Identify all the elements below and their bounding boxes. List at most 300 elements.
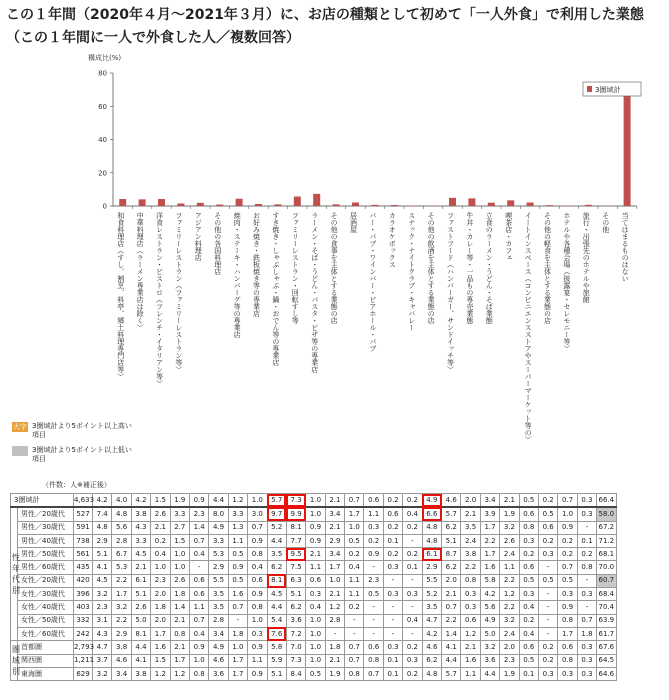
value-cell: 0.5 bbox=[538, 507, 557, 521]
value-cell: 1.9 bbox=[500, 507, 519, 521]
value-cell: 1.0 bbox=[248, 494, 267, 508]
value-cell: 0.8 bbox=[577, 561, 596, 574]
bar bbox=[585, 205, 592, 206]
value-cell: 2.3 bbox=[93, 601, 112, 614]
group-label: 性年代別 bbox=[11, 507, 18, 640]
row-label: 関西圏 bbox=[18, 654, 74, 667]
value-cell: 4.1 bbox=[93, 561, 112, 574]
category-label: ファストフード（ハンバーガー、サンドイッチ等） bbox=[446, 212, 455, 373]
count-cell: 332 bbox=[74, 614, 93, 627]
value-cell: 0.3 bbox=[577, 588, 596, 601]
value-cell: 5.8 bbox=[480, 574, 499, 587]
value-cell: 0.5 bbox=[364, 588, 383, 601]
value-cell: 2.0 bbox=[442, 574, 461, 587]
bar bbox=[488, 203, 495, 206]
value-cell: 1.0 bbox=[306, 507, 325, 521]
value-cell: 4.8 bbox=[93, 521, 112, 534]
value-cell: 2.2 bbox=[480, 534, 499, 547]
value-cell: 0.5 bbox=[345, 534, 364, 547]
bar bbox=[468, 198, 475, 206]
value-cell: - bbox=[383, 627, 402, 640]
value-cell: 0.4 bbox=[403, 507, 422, 521]
value-cell: 5.1 bbox=[442, 534, 461, 547]
bar bbox=[177, 204, 184, 206]
value-cell: 1.0 bbox=[558, 507, 577, 521]
value-cell: 0.4 bbox=[189, 627, 208, 640]
table-row bbox=[11, 561, 617, 574]
value-cell: 60.7 bbox=[597, 574, 616, 587]
value-cell: 4.8 bbox=[112, 507, 131, 521]
value-cell: - bbox=[403, 627, 422, 640]
value-cell: 0.7 bbox=[189, 614, 208, 627]
value-cell: 0.2 bbox=[364, 534, 383, 547]
value-cell: 6.2 bbox=[422, 654, 441, 667]
value-cell: 3.4 bbox=[112, 667, 131, 680]
value-cell: 1.9 bbox=[170, 494, 189, 508]
value-cell: 4.4 bbox=[267, 534, 286, 547]
value-cell: 0.2 bbox=[403, 494, 422, 508]
value-cell: 5.6 bbox=[112, 521, 131, 534]
value-cell: 0.8 bbox=[170, 627, 189, 640]
value-cell: 4.5 bbox=[267, 588, 286, 601]
value-cell: 4.8 bbox=[422, 534, 441, 547]
category-label: 洋食レストラン・ビストロ（フレンチ・イタリアン等） bbox=[155, 212, 164, 387]
table-row bbox=[11, 574, 617, 587]
row-label: 女性／60歳代 bbox=[18, 627, 74, 640]
y-tick-label: 20 bbox=[98, 169, 107, 178]
category-label: カラオケボックス bbox=[388, 212, 397, 268]
value-cell: 2.9 bbox=[325, 534, 344, 547]
value-cell: 0.9 bbox=[364, 548, 383, 561]
count-cell: 420 bbox=[74, 574, 93, 587]
row-label: 東海圏 bbox=[18, 667, 74, 680]
value-cell: 0.9 bbox=[228, 561, 247, 574]
value-cell: 2.2 bbox=[442, 614, 461, 627]
value-cell: 1.0 bbox=[306, 494, 325, 508]
value-cell: 3.5 bbox=[461, 521, 480, 534]
value-cell: 0.7 bbox=[345, 641, 364, 654]
value-cell: 5.1 bbox=[93, 548, 112, 561]
value-cell: 0.2 bbox=[558, 534, 577, 547]
category-label: すき焼き・しゃぶしゃぶ・鍋・おでん等の専業店 bbox=[271, 212, 280, 366]
value-cell: 70.4 bbox=[597, 601, 616, 614]
value-cell: 1.6 bbox=[228, 588, 247, 601]
value-cell: 0.7 bbox=[345, 654, 364, 667]
value-cell: 0.3 bbox=[403, 588, 422, 601]
value-cell: 0.9 bbox=[558, 521, 577, 534]
value-cell: - bbox=[538, 601, 557, 614]
category-label: 居酒屋 bbox=[349, 212, 358, 233]
value-cell: 2.3 bbox=[151, 574, 170, 587]
value-cell: - bbox=[364, 561, 383, 574]
value-cell: 0.4 bbox=[345, 561, 364, 574]
value-cell: 5.1 bbox=[267, 667, 286, 680]
bar bbox=[197, 203, 204, 206]
value-cell: 61.7 bbox=[597, 627, 616, 640]
table-row bbox=[11, 641, 617, 654]
value-cell: 1.4 bbox=[170, 601, 189, 614]
value-cell: 0.9 bbox=[306, 534, 325, 547]
value-cell: 2.1 bbox=[151, 521, 170, 534]
value-cell: 0.4 bbox=[151, 548, 170, 561]
value-cell: 4.4 bbox=[480, 667, 499, 680]
value-cell: - bbox=[345, 614, 364, 627]
value-cell: 64.5 bbox=[597, 654, 616, 667]
value-cell: 2.8 bbox=[112, 534, 131, 547]
table-row bbox=[11, 507, 617, 521]
value-cell: 0.3 bbox=[461, 601, 480, 614]
value-cell: 1.7 bbox=[325, 561, 344, 574]
row-label: 女性／20歳代 bbox=[18, 574, 74, 587]
value-cell: 0.2 bbox=[383, 521, 402, 534]
value-cell: - bbox=[538, 588, 557, 601]
value-cell: - bbox=[364, 614, 383, 627]
value-cell: 2.3 bbox=[364, 574, 383, 587]
value-cell: 1.0 bbox=[170, 548, 189, 561]
value-cell: 0.2 bbox=[403, 641, 422, 654]
bar bbox=[255, 204, 262, 206]
value-cell: 0.4 bbox=[519, 601, 538, 614]
value-cell: 0.6 bbox=[364, 641, 383, 654]
value-cell: 6.1 bbox=[131, 574, 150, 587]
value-cell: 3.2 bbox=[93, 667, 112, 680]
value-cell: 4.9 bbox=[422, 494, 441, 508]
value-cell: 2.8 bbox=[209, 614, 228, 627]
category-label: 中華料理店（ラーメン専業店は除く） bbox=[136, 212, 145, 331]
value-cell: 3.6 bbox=[209, 667, 228, 680]
value-cell: 0.3 bbox=[577, 667, 596, 680]
value-cell: - bbox=[577, 521, 596, 534]
value-cell: 0.6 bbox=[538, 521, 557, 534]
value-cell: 1.1 bbox=[189, 601, 208, 614]
value-cell: 0.3 bbox=[364, 521, 383, 534]
value-cell: 3.8 bbox=[461, 548, 480, 561]
row-label: 3圏域計 bbox=[11, 494, 74, 508]
category-labels bbox=[116, 206, 637, 443]
value-cell: 2.2 bbox=[112, 574, 131, 587]
category-label: 喫茶店・カフェ bbox=[504, 212, 513, 261]
category-label: その他の軽食を主体とする業態の店 bbox=[543, 212, 552, 324]
value-cell: 4.1 bbox=[442, 641, 461, 654]
value-cell: 1.0 bbox=[306, 654, 325, 667]
value-cell: 1.0 bbox=[189, 654, 208, 667]
value-cell: 3.5 bbox=[422, 601, 441, 614]
value-cell: 4.5 bbox=[93, 574, 112, 587]
value-cell: 0.2 bbox=[538, 654, 557, 667]
value-cell: 8.1 bbox=[267, 574, 286, 587]
bar bbox=[313, 194, 320, 206]
value-cell: 0.8 bbox=[558, 654, 577, 667]
value-cell: - bbox=[577, 601, 596, 614]
bar bbox=[294, 197, 301, 206]
value-cell: 0.6 bbox=[364, 494, 383, 508]
value-cell: 0.5 bbox=[519, 494, 538, 508]
value-cell: 2.0 bbox=[151, 614, 170, 627]
value-cell: 6.6 bbox=[422, 507, 441, 521]
value-cell: 3.3 bbox=[209, 534, 228, 547]
value-cell: 0.6 bbox=[558, 641, 577, 654]
value-cell: 3.1 bbox=[93, 614, 112, 627]
value-cell: 7.6 bbox=[267, 627, 286, 640]
value-cell: 1.9 bbox=[325, 667, 344, 680]
value-cell: 1.7 bbox=[151, 627, 170, 640]
value-cell: - bbox=[383, 614, 402, 627]
value-cell: 3.4 bbox=[209, 627, 228, 640]
value-cell: 8.7 bbox=[442, 548, 461, 561]
value-cell: 0.3 bbox=[248, 627, 267, 640]
value-cell: 8.1 bbox=[286, 521, 305, 534]
value-cell: 0.7 bbox=[248, 521, 267, 534]
value-cell: 4.5 bbox=[131, 548, 150, 561]
value-cell: 0.6 bbox=[519, 641, 538, 654]
bar bbox=[449, 198, 456, 206]
value-cell: 0.6 bbox=[461, 614, 480, 627]
value-cell: 2.1 bbox=[306, 548, 325, 561]
value-cell: 0.6 bbox=[306, 574, 325, 587]
value-cell: 0.2 bbox=[538, 494, 557, 508]
value-cell: - bbox=[345, 627, 364, 640]
value-cell: 2.9 bbox=[209, 561, 228, 574]
value-cell: 4.3 bbox=[93, 627, 112, 640]
value-cell: 1.1 bbox=[248, 654, 267, 667]
value-cell: 5.9 bbox=[267, 654, 286, 667]
value-cell: 1.2 bbox=[325, 601, 344, 614]
value-cell: 0.9 bbox=[248, 588, 267, 601]
value-cell: 0.7 bbox=[558, 494, 577, 508]
value-cell: 2.1 bbox=[325, 494, 344, 508]
lower-badge bbox=[12, 446, 28, 456]
value-cell: 0.9 bbox=[189, 494, 208, 508]
value-cell: 3.4 bbox=[325, 507, 344, 521]
row-label: 男性／20歳代 bbox=[18, 507, 74, 521]
value-cell: 1.8 bbox=[325, 641, 344, 654]
value-cell: 0.9 bbox=[558, 601, 577, 614]
value-cell: 4.3 bbox=[131, 521, 150, 534]
value-cell: 3.6 bbox=[286, 614, 305, 627]
count-cell: 561 bbox=[74, 548, 93, 561]
value-cell: 0.2 bbox=[403, 521, 422, 534]
bar bbox=[604, 206, 611, 207]
value-cell: 0.4 bbox=[189, 548, 208, 561]
value-cell: 7.7 bbox=[286, 534, 305, 547]
value-cell: 0.3 bbox=[577, 641, 596, 654]
value-cell: 0.6 bbox=[248, 574, 267, 587]
bar bbox=[624, 96, 631, 206]
value-cell: 2.7 bbox=[170, 521, 189, 534]
value-cell: 1.3 bbox=[228, 521, 247, 534]
value-cell: - bbox=[538, 614, 557, 627]
table-row bbox=[11, 627, 617, 640]
row-label: 男性／60歳代 bbox=[18, 561, 74, 574]
bar bbox=[410, 206, 417, 207]
value-cell: 0.8 bbox=[248, 601, 267, 614]
value-cell: 0.2 bbox=[519, 614, 538, 627]
value-cell: 4.7 bbox=[422, 614, 441, 627]
value-cell: 9.5 bbox=[286, 548, 305, 561]
value-cell: 0.3 bbox=[461, 588, 480, 601]
value-cell: 0.6 bbox=[189, 588, 208, 601]
value-cell: 58.0 bbox=[597, 507, 616, 521]
value-cell: 0.2 bbox=[383, 548, 402, 561]
value-cell: 5.7 bbox=[267, 494, 286, 508]
value-cell: 3.8 bbox=[131, 507, 150, 521]
value-cell: 8.0 bbox=[209, 507, 228, 521]
value-cell: 0.9 bbox=[248, 667, 267, 680]
value-cell: 1.5 bbox=[151, 654, 170, 667]
value-cell: 0.4 bbox=[248, 561, 267, 574]
category-label: ファミリーレストラン・回転すし等 bbox=[291, 212, 300, 324]
value-cell: 8.4 bbox=[286, 667, 305, 680]
value-cell: 1.4 bbox=[442, 627, 461, 640]
category-label: ラーメン・そば・うどん・パスタ・ピザ等の専業店 bbox=[310, 212, 319, 373]
bar-series bbox=[119, 96, 630, 207]
value-cell: 9.7 bbox=[267, 507, 286, 521]
value-cell: 0.1 bbox=[383, 534, 402, 547]
value-cell: - bbox=[383, 574, 402, 587]
value-cell: 0.1 bbox=[383, 667, 402, 680]
table-row bbox=[11, 548, 617, 561]
value-cell: 5.0 bbox=[131, 614, 150, 627]
value-cell: 0.9 bbox=[248, 534, 267, 547]
value-cell: 6.2 bbox=[442, 521, 461, 534]
value-cell: 0.4 bbox=[519, 627, 538, 640]
value-cell: 4.9 bbox=[480, 614, 499, 627]
value-cell: - bbox=[364, 601, 383, 614]
value-cell: 5.7 bbox=[442, 667, 461, 680]
value-cell: 1.1 bbox=[345, 574, 364, 587]
category-label: 牛丼・カレー等・一品もの専売業態 bbox=[465, 212, 474, 324]
value-cell: 3.5 bbox=[209, 588, 228, 601]
value-cell: 0.3 bbox=[403, 654, 422, 667]
bar bbox=[507, 200, 514, 206]
value-cell: 4.6 bbox=[209, 654, 228, 667]
value-cell: 3.7 bbox=[93, 654, 112, 667]
value-cell: 0.2 bbox=[538, 534, 557, 547]
value-cell: 0.5 bbox=[306, 667, 325, 680]
value-cell: 3.5 bbox=[209, 601, 228, 614]
value-cell: - bbox=[403, 534, 422, 547]
value-cell: 4.4 bbox=[267, 601, 286, 614]
category-label: お好み焼き・鉄板焼き等の専業店 bbox=[252, 212, 261, 317]
value-cell: 7.3 bbox=[286, 494, 305, 508]
value-cell: - bbox=[383, 601, 402, 614]
value-cell: - bbox=[538, 561, 557, 574]
count-cell: 242 bbox=[74, 627, 93, 640]
value-cell: 2.1 bbox=[325, 588, 344, 601]
value-cell: 2.0 bbox=[461, 494, 480, 508]
bar bbox=[333, 204, 340, 206]
value-cell: 0.5 bbox=[558, 574, 577, 587]
value-cell: 4.2 bbox=[93, 494, 112, 508]
row-label: 首都圏 bbox=[18, 641, 74, 654]
value-cell: 0.7 bbox=[345, 494, 364, 508]
value-cell: 2.2 bbox=[500, 574, 519, 587]
value-cell: 1.0 bbox=[325, 574, 344, 587]
value-cell: 3.2 bbox=[500, 614, 519, 627]
value-cell: 4.6 bbox=[422, 641, 441, 654]
value-cell: 1.1 bbox=[228, 534, 247, 547]
value-cell: 0.2 bbox=[151, 534, 170, 547]
value-cell: 4.4 bbox=[131, 641, 150, 654]
value-cell: 2.2 bbox=[461, 561, 480, 574]
value-cell: 1.4 bbox=[189, 521, 208, 534]
value-cell: 0.8 bbox=[519, 521, 538, 534]
value-cell: 0.8 bbox=[345, 667, 364, 680]
value-cell: 7.3 bbox=[286, 654, 305, 667]
value-cell: 2.1 bbox=[131, 561, 150, 574]
value-cell: 1.8 bbox=[577, 627, 596, 640]
category-label: アジアン料理店 bbox=[194, 212, 203, 261]
value-cell: 0.7 bbox=[442, 601, 461, 614]
value-cell: 5.0 bbox=[480, 627, 499, 640]
value-cell: 0.1 bbox=[519, 667, 538, 680]
value-cell: 0.1 bbox=[403, 561, 422, 574]
value-cell: 2.0 bbox=[500, 641, 519, 654]
value-cell: - bbox=[364, 627, 383, 640]
value-cell: 1.5 bbox=[151, 494, 170, 508]
value-cell: 0.2 bbox=[519, 548, 538, 561]
value-cell: 1.7 bbox=[228, 654, 247, 667]
value-cell: 4.9 bbox=[209, 521, 228, 534]
value-cell: 0.8 bbox=[189, 667, 208, 680]
count-cell: 435 bbox=[74, 561, 93, 574]
value-cell: 0.3 bbox=[558, 667, 577, 680]
higher-note: 3圏域計より5ポイント以上高い項目 bbox=[32, 422, 132, 439]
row-label: 女性／40歳代 bbox=[18, 601, 74, 614]
category-label: 立食のラーメン・うどん・そば業態 bbox=[485, 212, 494, 324]
value-cell: 0.8 bbox=[364, 654, 383, 667]
count-cell: 2,793 bbox=[74, 641, 93, 654]
bar bbox=[371, 205, 378, 206]
value-cell: 2.8 bbox=[325, 614, 344, 627]
value-cell: 2.9 bbox=[93, 534, 112, 547]
value-cell: 0.3 bbox=[577, 654, 596, 667]
value-cell: 3.2 bbox=[93, 588, 112, 601]
value-cell: 3.2 bbox=[480, 641, 499, 654]
value-cell: 0.7 bbox=[364, 667, 383, 680]
value-cell: 4.2 bbox=[422, 627, 441, 640]
y-axis-ticks bbox=[98, 70, 637, 211]
value-cell: 6.3 bbox=[286, 574, 305, 587]
value-cell: 1.6 bbox=[151, 641, 170, 654]
value-cell: 0.8 bbox=[558, 614, 577, 627]
count-cell: 738 bbox=[74, 534, 93, 547]
value-cell: - bbox=[189, 561, 208, 574]
value-cell: 2.1 bbox=[170, 641, 189, 654]
value-cell: 0.5 bbox=[538, 574, 557, 587]
value-cell: 3.3 bbox=[228, 507, 247, 521]
value-cell: 0.3 bbox=[306, 588, 325, 601]
value-cell: 0.2 bbox=[345, 548, 364, 561]
value-cell: 2.0 bbox=[151, 588, 170, 601]
value-cell: 1.6 bbox=[461, 654, 480, 667]
value-cell: - bbox=[577, 574, 596, 587]
value-cell: 2.2 bbox=[112, 614, 131, 627]
category-label: その他 bbox=[601, 212, 610, 233]
bar bbox=[527, 203, 534, 206]
value-cell: 71.2 bbox=[597, 534, 616, 547]
value-cell: 1.7 bbox=[170, 654, 189, 667]
value-cell: 0.3 bbox=[577, 507, 596, 521]
value-cell: 0.6 bbox=[519, 507, 538, 521]
value-cell: 2.1 bbox=[325, 521, 344, 534]
value-cell: 1.7 bbox=[112, 588, 131, 601]
category-label: バー・パブ・ワインバー・ビアホール・パブ bbox=[368, 212, 377, 352]
count-cell: 629 bbox=[74, 667, 93, 680]
category-label: ファミリーレストラン（ファミリーレストラン等） bbox=[174, 212, 183, 373]
bar bbox=[119, 199, 126, 206]
row-label: 男性／50歳代 bbox=[18, 548, 74, 561]
